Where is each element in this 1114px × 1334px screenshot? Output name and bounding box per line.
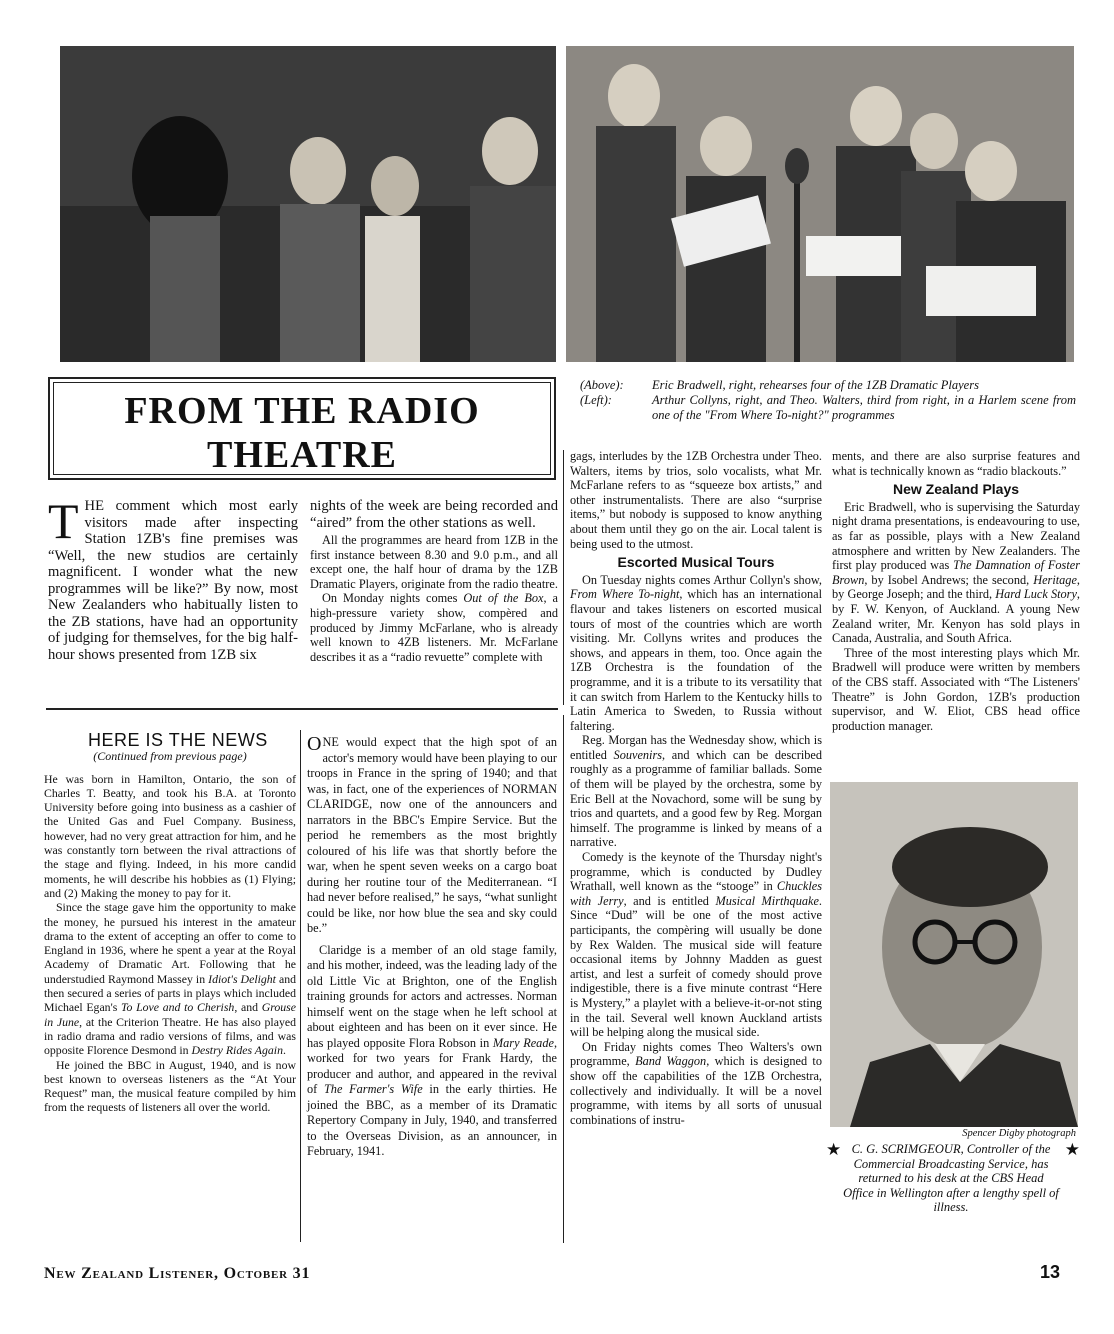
paragraph xyxy=(570,733,822,850)
article-column-4 xyxy=(832,449,1080,733)
news-column xyxy=(44,730,297,1115)
photo-portrait xyxy=(830,782,1078,1127)
text-run: in the early thirties. He joined the BBC, as a member of its Dramatic Repertory Company in July, 1940, and transferred to the Overseas Division, as an announcer, in February, 1941. xyxy=(307,1082,557,1158)
photo-stage-scene xyxy=(60,46,556,362)
text-run: , and which can be described roughly as a programme of familiar ballads. Some of them will be played by the orchestra, some by Eric Bell at the Novachord, some will be sung by trios and quartets, and a good few by Reg. Morgan himself. The programme is linked by means of a narrative. xyxy=(570,747,823,850)
text-run: , at the Criterion Theatre. He has also played in radio drama and radio versions of films, and was opposite Florence Desmond in xyxy=(44,1014,296,1058)
film-title: Destry Rides Again xyxy=(191,1043,283,1058)
star-icon: ★ xyxy=(1064,1140,1080,1159)
paragraph xyxy=(570,1040,822,1128)
photo-caption xyxy=(580,378,1076,423)
portrait-caption: C. G. SCRIMGEOUR, Controller of the Commercial Broadcasting Service, has returned to his desk at the CBS Head Office in Wellington after a lengthy spell of illness. xyxy=(843,1142,1059,1214)
photo-radio-rehearsal xyxy=(566,46,1074,362)
play-title: Mary Reade xyxy=(492,1035,554,1050)
play-title: To Love and to Cherish xyxy=(121,1000,235,1015)
text-run: Reg. Morgan has the Wednesday show, which is entitled xyxy=(570,733,822,762)
news-heading: HERE IS THE NEWS xyxy=(88,730,268,750)
paragraph: He was born in Hamilton, Ontario, the son of Charles T. Beatty, and took his B.A. at Toronto University before going into business as a cashier of the United Gas and Fuel Company. Business, however, had no very great attraction for him, and he was constantly torn between the rival attractions of the stage and flying. Indeed, in his more candid moments, he will describe his hobbies as (1) Flying; and (2) Making the money to pay for it. xyxy=(44,771,296,900)
caption-left-label: (Left): xyxy=(580,393,612,407)
text-run: Comedy is the keynote of the Thursday night's programme, which is conducted by Dudley Wrathall, well known as the “stooge” in xyxy=(570,850,822,894)
column-divider xyxy=(563,450,564,705)
paragraph xyxy=(307,735,557,937)
footer-publication: New Zealand Listener, October 31 xyxy=(44,1265,311,1282)
paragraph: All the programmes are heard from 1ZB in the first instance between 8.30 and 9.0 p.m., and all except one, the half hour of drama by the 1ZB Dramatic Players, originate from the radio theatre. xyxy=(310,533,558,591)
show-title: Out of the Box xyxy=(463,591,544,606)
news-subtitle: (Continued from previous page) xyxy=(93,749,247,764)
play-title: Idiot's Delight xyxy=(208,971,276,986)
text-run: , by F. W. Kenyon, of Auckland. A young New Zealand writer, Mr. Kenyon has sold plays in Canada, Australia, and South Africa. xyxy=(832,587,1080,646)
show-title: Souvenirs xyxy=(613,747,663,762)
caption-above-text: Eric Bradwell, right, rehearses four of the 1ZB Dramatic Players xyxy=(652,378,979,392)
subheading: Escorted Musical Tours xyxy=(617,554,775,571)
play-title: The Farmer's Wife xyxy=(323,1082,423,1096)
article-title: FROM THE RADIO THEATRE xyxy=(124,390,480,476)
show-title: Musical Mirthquake xyxy=(715,893,819,908)
paragraph: gags, interludes by the 1ZB Orchestra under Theo. Walters, items by trios, solo vocalists, what Mr. McFarlane refers to as “squeeze box artists,” and other instrumentalists. There are also “surprise items,” but nobody is supposed to know anything about them until they go on the air. Local talent is being used to the utmost. xyxy=(570,449,822,551)
paragraph: ments, and there are also surprise features and what is technically known as “radio blackouts.” xyxy=(832,449,1080,478)
paragraph xyxy=(570,850,822,1040)
paragraph xyxy=(310,591,558,664)
article-title-box xyxy=(48,377,556,480)
column-divider xyxy=(300,730,301,1242)
paragraph xyxy=(832,500,1080,646)
text-run: , which has an international flavour and takes listeners on escorted musical tours of most of the countries which are worth visiting. Mr. Collyns writes and produces the shows, and appears in them, too. Once again the 1ZB Orchestra is the foundation of the programme, and it is a tribute to its versatility that it can switch from Harlem to the Kentucky hills to Latin America to Sweden, to Russia without faltering. xyxy=(570,587,822,733)
paragraph xyxy=(570,573,822,734)
play-title: Heritage xyxy=(1033,572,1077,587)
article-column-3 xyxy=(570,449,822,1127)
play-title: Grouse in June xyxy=(44,1000,296,1029)
paragraph xyxy=(44,900,296,1057)
text-run: , worked for two years for Frank Hardy, the producer and author, and appeared in the revival of xyxy=(307,1035,558,1096)
dropcap: T xyxy=(48,493,79,549)
play-title: Hard Luck Story xyxy=(995,587,1077,602)
text-run: On Monday nights comes xyxy=(322,591,464,606)
text-run: On Friday nights comes Theo Walters's own programme, xyxy=(570,1039,822,1069)
show-title: Band Waggon xyxy=(635,1054,707,1069)
page-number: 13 xyxy=(1040,1262,1061,1282)
show-title: Chuckles with Jerry xyxy=(570,879,822,908)
text-run: , and xyxy=(234,1000,262,1015)
text-run: , and is entitled xyxy=(623,893,716,908)
subheading: New Zealand Plays xyxy=(892,481,1020,498)
text-run: . xyxy=(282,1043,286,1058)
play-title: The Damnation of Foster Brown xyxy=(832,558,1080,587)
paragraph xyxy=(307,943,557,1160)
text-run: Since the stage gave him the opportunity to make the money, he pursued his interest in the amateur drama to the extent of accepting an offer to come to England in 1936, where he spent a year at the Royal Academy of Dramatic Art. Following that he understudied Raymond Massey in xyxy=(44,900,296,986)
intro-text: HE comment which most early visitors made after inspecting Station 1ZB's fine premises was “Well, the new studios are certainly magnificent. I wonder what the new programmes will be like?” By now, most New Zealanders who habitually listen to the ZB stations, have had an opportunity of judging for themselves, for the big half-hour shows presented from 1ZB six xyxy=(48,498,298,663)
caption-above-label: (Above): xyxy=(580,378,624,392)
text-run: . Since “Dud” will be one of the most active participants, the compèring will usually be done by Rex Walden. The musical side will feature occasional items by Johnny Madden as guest artist, and lest a surfeit of comedy should prove indigestible, there is a five minute contrast “Here is Mystery,” a playlet with a believe-it-or-not sting in the tail. Several well known Auckland artists will be helping along the musical side. xyxy=(570,893,822,1040)
text-run: , which is designed to show off the capabilities of the 1ZB Orchestra, collectively and individually. It will be a novel programme, with items by all sorts of unusual combinations of instru- xyxy=(570,1054,822,1127)
text-run: Eric Bradwell, who is supervising the Saturday night drama presentations, is endeavouring to use, as far as possible, plays with a New Zealand atmosphere and written by New Zealanders. The first play produced was xyxy=(832,499,1080,573)
text-run: On Tuesday nights comes Arthur Collyn's show, xyxy=(582,572,822,587)
text-run: , by Isobel Andrews; the second, xyxy=(864,572,1034,587)
paragraph: nights of the week are being recorded and “aired” from the other stations as well. xyxy=(310,498,558,531)
article-column-2 xyxy=(310,498,558,664)
column-divider xyxy=(563,715,564,1243)
section-divider xyxy=(46,708,558,710)
claridge-column xyxy=(307,735,557,1160)
text-run: , by George Joseph; and the third, xyxy=(832,572,1080,602)
text-run: NE would expect that the high spot of an actor's memory would have been playing to our troops in France in the spring of 1940; and that was, in fact, one of the experiences of NORMAN CLARIDGE, now one of the announcers and narrators in the BBC's Empire Service. But the period he remembers as the most brightly coloured of his life was that shortly before the war, when he spent seven weeks on a cargo boat during her routine tour of the Mediterranean. “I had never before realised,” he says, “what sunlight could be like, nor how blue the sea and sky could be.” xyxy=(307,735,557,935)
portrait-caption-box xyxy=(826,1140,1080,1215)
dropcap: O xyxy=(307,733,322,755)
paragraph: Three of the most interesting plays which Mr. Bradwell will produce were written by members of the CBS staff. Associated with “The Listeners' Theatre” is John Gordon, 1ZB's production supervisor, and W. Eliot, CBS head office production manager. xyxy=(832,645,1080,733)
paragraph: He joined the BBC in August, 1940, and is now best known to overseas listeners as the “At Your Request” man, the musical feature compiled by him from the requests of listeners all over the world. xyxy=(44,1057,296,1115)
text-run: Claridge is a member of an old stage family, and his mother, indeed, was the leading lady of the old Little Vic at Brighton, one of the English training grounds for actors and actresses. Norman himself went on the stage when he left school at about eighteen and has been on it ever since. He has played opposite Flora Robson in xyxy=(307,942,557,1050)
article-intro-column xyxy=(48,493,298,663)
text-run: , a high-pressure variety show, compèred and produced by Jimmy McFarlane, who is already well known to 4ZB listeners. Mr. McFarlane describes it as a “radio revuette” complete with xyxy=(310,591,559,664)
star-icon: ★ xyxy=(826,1140,842,1159)
text-run: and then secured a series of parts in plays which included Michael Egan's xyxy=(44,971,297,1015)
photo-credit: Spencer Digby photograph xyxy=(962,1128,1076,1139)
show-title: From Where To-night xyxy=(570,587,680,602)
caption-left-text: Arthur Collyns, right, and Theo. Walters, third from right, in a Harlem scene from one of the "From Where To-night?" programmes xyxy=(652,393,1076,422)
